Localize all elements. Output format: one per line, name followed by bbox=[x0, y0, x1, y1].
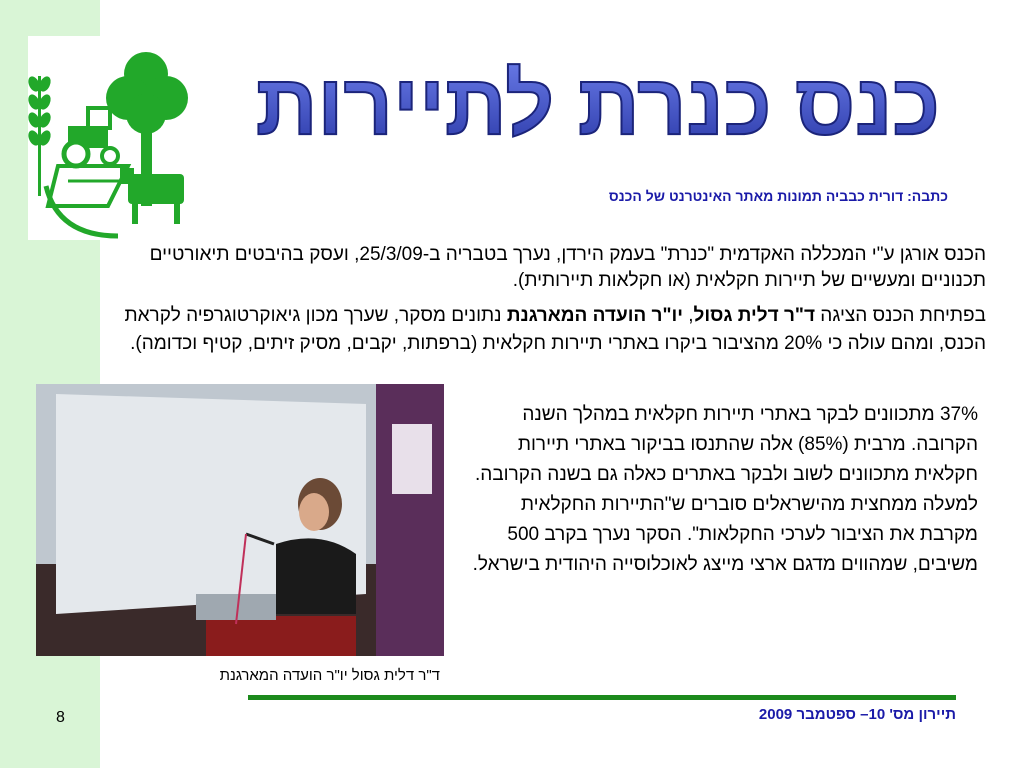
paragraph-2-intro: בפתיחת הכנס הציגה bbox=[815, 305, 986, 326]
photo-caption: ד"ר דלית גסול יו"ר הועדה המארגנת bbox=[219, 667, 440, 684]
paragraph-2-comma: , bbox=[682, 305, 694, 326]
speaker-role: יו"ר הועדה המארגנת bbox=[506, 305, 683, 326]
page-title bbox=[255, 48, 950, 158]
paragraph-3: 37% מתכוונים לבקר באתרי תיירות חקלאית במהלך השנה הקרובה. מרבית (85%) אלה שהתנסו בביקור באתרי תיירות חקלאית מתכוונים לשוב ולבקר באתרים כאלה גם בשנה הקרובה. למעלה ממחצית מהישראלים סוברים ש"התיירות החקלאית מקרבת את הציבור לערכי החקלאות". הסקר נערך בקרב 500 משיבים, שמהווים מדגם ארצי מייצג לאוכלוסייה היהודית בישראל. bbox=[472, 404, 978, 575]
paragraph-2-rest: נתונים מסקר, שערך מכון גיאוקרטוגרפיה לקראת הכנס, ומהם עולה כי 20% מהציבור ביקרו באתרי תיירות חקלאית (ברפתות, יקבים, מסיק זיתים, קטיף וכדומה). bbox=[124, 305, 986, 354]
agriculture-logo-icon bbox=[28, 36, 192, 240]
byline: כתבה: דורית כבביה תמונות מאתר האינטרנט של הכנס bbox=[608, 188, 948, 204]
footer-issue: תיירון מס' 10– ספטמבר 2009 bbox=[758, 706, 956, 723]
paragraph-2 bbox=[106, 302, 986, 358]
paragraph-1: הכנס אורגן ע"י המכללה האקדמית "כנרת" בעמק הירדן, נערך בטבריה ב-25/3/09, ועסק בהיבטים תיאורטיים תכנוניים ומעשיים של תיירות חקלאית (או חקלאות תיירותית). bbox=[149, 244, 986, 291]
page-number: 8 bbox=[56, 709, 65, 726]
footer-divider bbox=[248, 695, 956, 700]
svg-text:כנס כנרת לתיירות: כנס כנרת לתיירות bbox=[255, 57, 940, 153]
conference-photo bbox=[36, 384, 444, 656]
speaker-name: ד"ר דלית גסול bbox=[693, 305, 815, 326]
